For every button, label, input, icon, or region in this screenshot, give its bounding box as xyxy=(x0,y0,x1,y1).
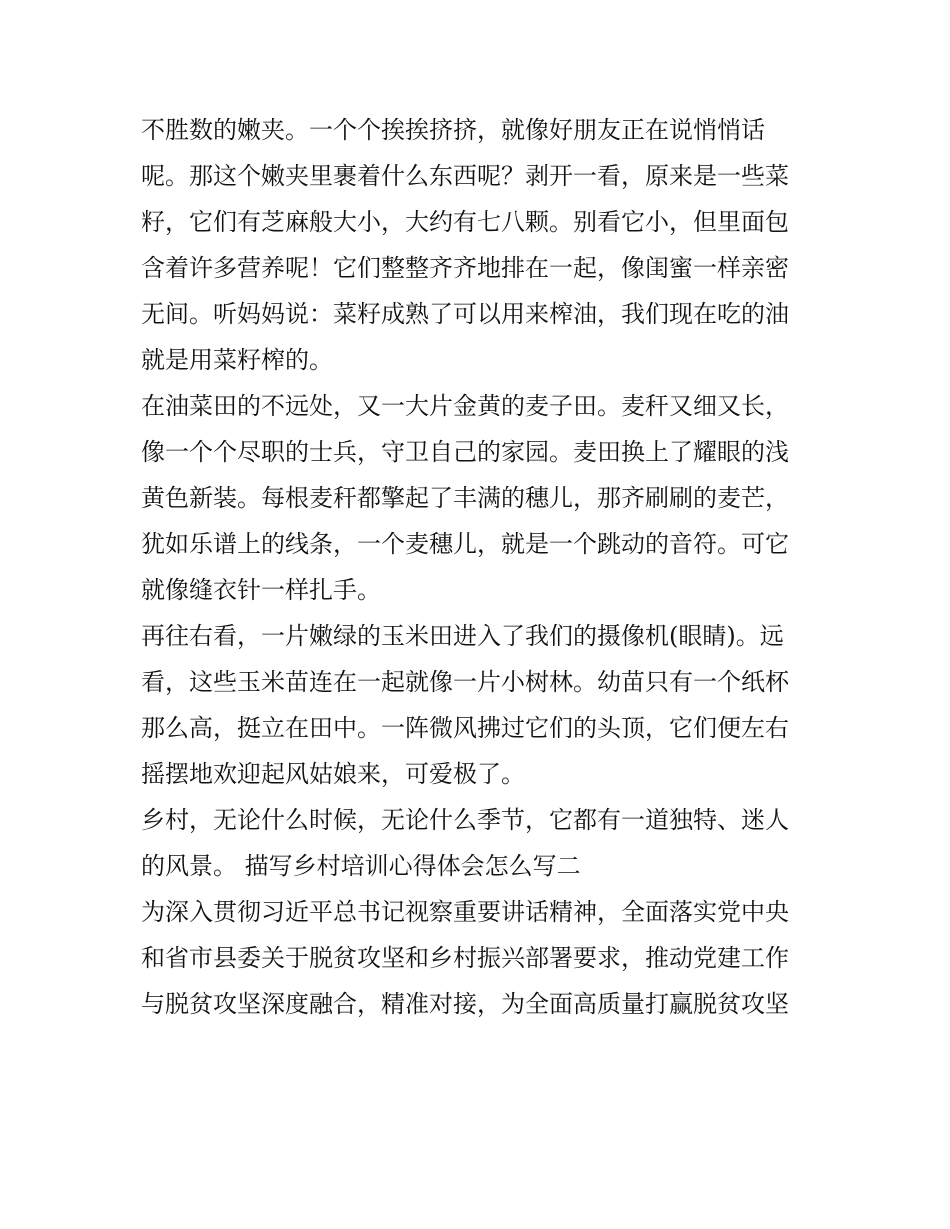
text-line: 为深入贯彻习近平总书记视察重要讲话精神，全面落实党中央 xyxy=(141,898,789,926)
text-line: 再往右看，一片嫩绿的玉米田进入了我们的摄像机(眼睛)。远 xyxy=(141,622,784,650)
text-line: 不胜数的嫩夹。一个个挨挨挤挤，就像好朋友正在说悄悄话 xyxy=(141,116,765,144)
text-line: 像一个个尽职的士兵，守卫自己的家园。麦田换上了耀眼的浅 xyxy=(141,438,789,466)
text-line: 的风景。 描写乡村培训心得体会怎么写二 xyxy=(141,852,581,880)
text-line: 黄色新装。每根麦秆都擎起了丰满的穗儿，那齐刷刷的麦芒， xyxy=(141,484,789,512)
text-line: 在油菜田的不远处，又一大片金黄的麦子田。麦秆又细又长， xyxy=(141,392,789,420)
text-line: 摇摆地欢迎起风姑娘来，可爱极了。 xyxy=(141,760,525,788)
text-line: 与脱贫攻坚深度融合，精准对接，为全面高质量打赢脱贫攻坚 xyxy=(141,990,789,1018)
text-line: 和省市县委关于脱贫攻坚和乡村振兴部署要求，推动党建工作 xyxy=(141,944,789,972)
text-line: 无间。听妈妈说：菜籽成熟了可以用来榨油，我们现在吃的油 xyxy=(141,300,789,328)
text-line: 含着许多营养呢！它们整整齐齐地排在一起，像闺蜜一样亲密 xyxy=(141,254,789,282)
text-line: 那么高，挺立在田中。一阵微风拂过它们的头顶，它们便左右 xyxy=(141,714,789,742)
text-line: 就像缝衣针一样扎手。 xyxy=(141,576,381,604)
text-line: 呢。那这个嫩夹里裹着什么东西呢？剥开一看，原来是一些菜 xyxy=(141,162,789,190)
text-line: 籽，它们有芝麻般大小，大约有七八颗。别看它小，但里面包 xyxy=(141,208,789,236)
text-line: 看，这些玉米苗连在一起就像一片小树林。幼苗只有一个纸杯 xyxy=(141,668,789,696)
text-line: 乡村，无论什么时候，无论什么季节，它都有一道独特、迷人 xyxy=(141,806,789,834)
text-line: 就是用菜籽榨的。 xyxy=(141,346,333,374)
body-text xyxy=(141,107,821,1027)
text-line: 犹如乐谱上的线条，一个麦穗儿，就是一个跳动的音符。可它 xyxy=(141,530,789,558)
